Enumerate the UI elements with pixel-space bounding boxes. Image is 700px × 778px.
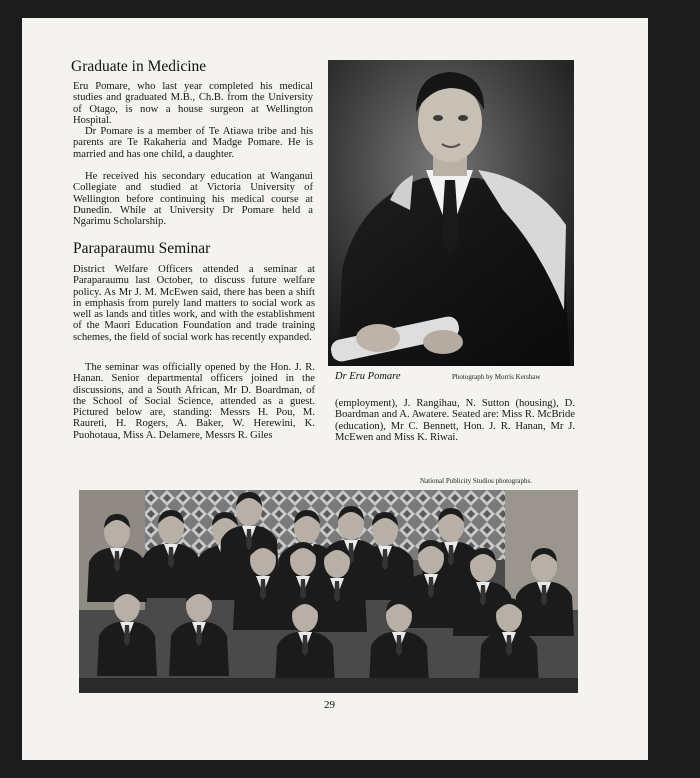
- article2-continuation: (employment), J. Rangihau, N. Sutton (housing), D. Boardman and A. Awatere. Seated are: Miss R. McBride (education), Mr C. Bennett, Hon. J. R. Hanan, Mr J. McEwen and Miss K. Riwai.: [335, 398, 575, 443]
- article1-paragraph-1: Eru Pomare, who last year completed his medical studies and graduated M.B., Ch.B. from the University of Otago, is now a house surgeon at Wellington Hospital.: [73, 81, 313, 126]
- article1-paragraph-3: He received his secondary education at Wanganui Collegiate and studied at Victoria University of Wellington before continuing his medical course at Dunedin. While at University Dr Pomare held a Ngarimu Scholarship.: [73, 171, 313, 228]
- group-photo-image: [79, 490, 578, 693]
- article2-paragraph-1: District Welfare Officers attended a seminar at Paraparaumu last October, to discuss future welfare policy. As Mr J. M. McEwen said, there has been a shift in emphasis from purely land matters to social work as well as lands and titles work, and with the establishment of the Maori Education Foundation and trade training schemes, the field of social work has recently expanded.: [73, 264, 315, 343]
- group-photo: [79, 490, 578, 693]
- article-title-seminar: Paraparaumu Seminar: [73, 240, 211, 257]
- portrait-credit: Photograph by Morris Kershaw: [452, 373, 541, 381]
- article2-paragraph-2: The seminar was officially opened by the Hon. J. R. Hanan. Senior departmental officers joined in the discussions, and a South African, Mr D. Boardman, of the School of Social Science, attended as a guest. Pictured below are, standing: Messrs H. Pou, M. Raureti, H. Rogers, A. Baker, W. Herewini, K. Puohotaua, Miss A. Delamere, Messrs R. Giles: [73, 362, 315, 441]
- portrait-caption: Dr Eru Pomare: [335, 371, 401, 382]
- magazine-page: [22, 18, 648, 760]
- article1-paragraph-2: Dr Pomare is a member of Te Atiawa tribe and his parents are Te Rakaheria and Madge Pomare. He is married and has one child, a daughter.: [73, 126, 313, 160]
- portrait-image: [328, 60, 574, 366]
- group-photo-credit: National Publicity Studios photographs.: [420, 477, 532, 485]
- article-title-graduate: Graduate in Medicine: [71, 58, 207, 75]
- portrait-photo: [328, 60, 574, 366]
- page-number: 29: [324, 699, 335, 711]
